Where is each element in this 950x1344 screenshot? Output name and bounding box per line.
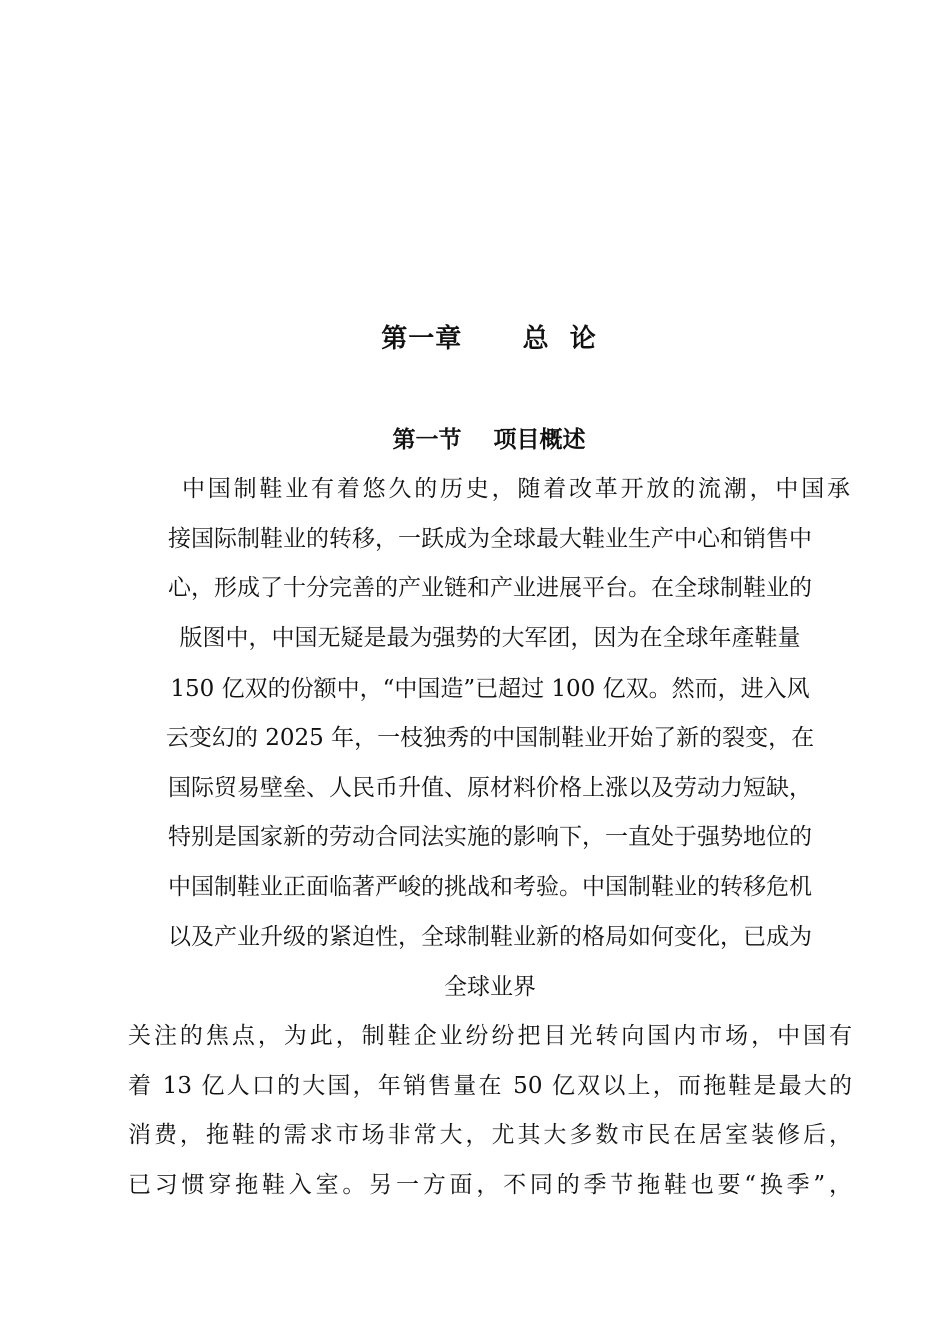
paragraph1-line: 国际贸易壁垒、人民币升值、原材料价格上涨以及劳动力短缺，: [168, 775, 812, 801]
paragraph1-line: 以及产业升级的紧迫性，全球制鞋业新的格局如何变化，已成为: [168, 924, 812, 950]
paragraph1-line: 云变幻的 2025 年，一枝独秀的中国制鞋业开始了新的裂变，在: [165, 725, 815, 751]
paragraph1-line: 150 亿双的份额中，“中国造”已超过 100 亿双。然而，进入风: [170, 676, 810, 702]
paragraph2-line: 关注的焦点，为此，制鞋企业纷纷把目光转向国内市场，中国有: [128, 1023, 852, 1049]
paragraph1-line: 接国际制鞋业的转移，一跃成为全球最大鞋业生产中心和销售中: [168, 526, 812, 552]
paragraph2-line: 着 13 亿人口的大国，年销售量在 50 亿双以上，而拖鞋是最大的: [128, 1073, 852, 1099]
paragraph1-line: 特别是国家新的劳动合同法实施的影响下，一直处于强势地位的: [168, 824, 812, 850]
section-title: 第一节 项目概述: [392, 427, 586, 453]
paragraph1-line: 心，形成了十分完善的产业链和产业进展平台。在全球制鞋业的: [168, 575, 812, 601]
paragraph1-line: 全球业界: [444, 974, 536, 1000]
paragraph2-line: 消费，拖鞋的需求市场非常大，尤其大多数市民在居室装修后，: [128, 1122, 852, 1148]
paragraph1-line: 中国制鞋业正面临著严峻的挑战和考验。中国制鞋业的转移危机: [168, 874, 812, 900]
paragraph1-line: 版图中，中国无疑是最为强势的大军团，因为在全球年產鞋量: [179, 625, 801, 651]
chapter-title: 第一章 总 论: [381, 324, 597, 354]
paragraph1-line: 中国制鞋业有着悠久的历史，随着改革开放的流潮，中国承: [182, 476, 850, 502]
paragraph2-line: 已习惯穿拖鞋入室。另一方面，不同的季节拖鞋也要“换季”，: [128, 1172, 852, 1198]
